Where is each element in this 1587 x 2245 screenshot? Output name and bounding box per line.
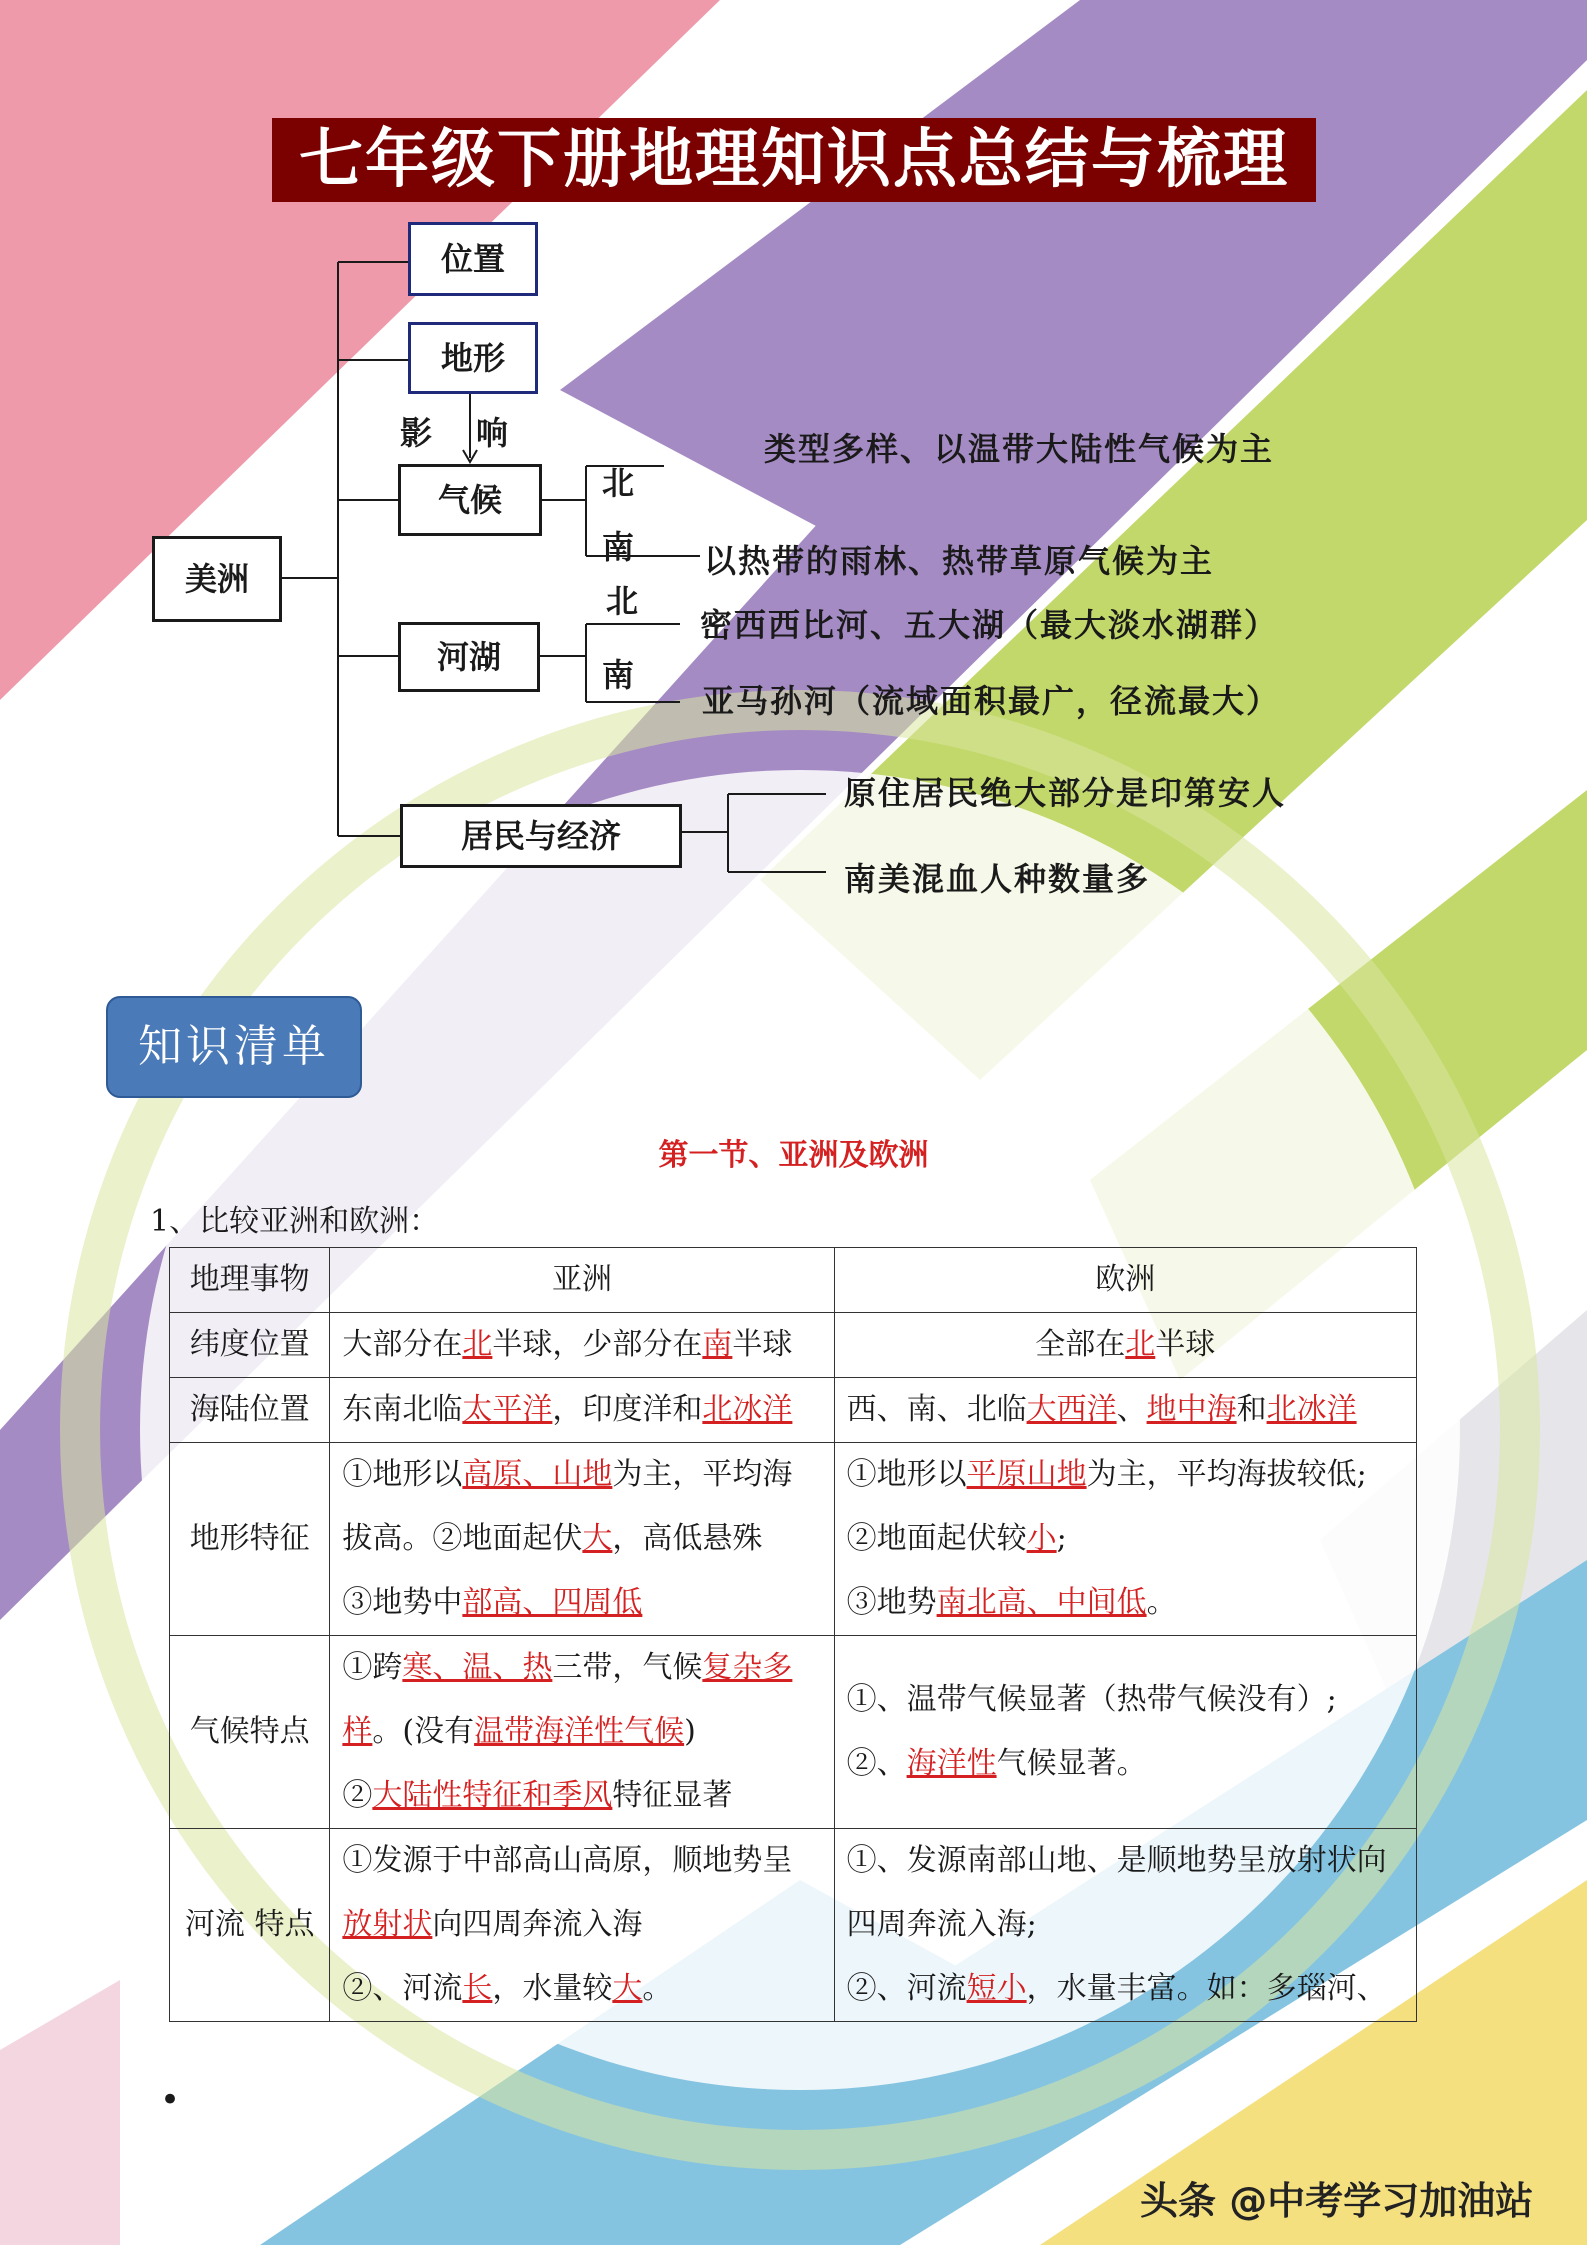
climate-north-text: 类型多样、以温带大陆性气候为主	[764, 430, 1275, 468]
mindmap-node-climate: 气候	[398, 464, 542, 536]
econ-text-1: 原住居民绝大部分是印第安人	[844, 774, 1287, 812]
europe-rivers-cell: ①、发源南部山地、是顺地势呈放射状向四周奔流入海; ②、河流短小，水量丰富。如：多瑙河、	[834, 1829, 1416, 2022]
mindmap-node-terrain: 地形	[408, 322, 538, 394]
row-label: 地形特征	[170, 1443, 330, 1636]
row-label: 气候特点	[170, 1636, 330, 1829]
climate-south-text: 以热带的雨林、热带草原气候为主	[704, 542, 1215, 580]
header-cell: 地理事物	[170, 1248, 330, 1313]
river-south-label: 南	[602, 656, 637, 694]
header-cell: 亚洲	[330, 1248, 834, 1313]
river-north-text: 密西西比河、五大湖（最大淡水湖群）	[700, 606, 1279, 644]
climate-south-label: 南	[602, 528, 637, 566]
europe-sea-land-cell: 西、南、北临大西洋、地中海和北冰洋	[834, 1378, 1416, 1443]
climate-north-label: 北	[602, 464, 637, 502]
mindmap-node-location: 位置	[408, 222, 538, 296]
table-row	[170, 1443, 1417, 1636]
section-title: 第一节、亚洲及欧洲	[658, 1138, 929, 1173]
watermark: 头条 @中考学习加油站	[1140, 2179, 1534, 2223]
river-south-text: 亚马孙河（流域面积最广，径流最大）	[702, 682, 1281, 720]
asia-latitude-cell: 大部分在北半球，少部分在南半球	[330, 1313, 834, 1378]
influence-label-left: 影	[400, 414, 435, 452]
table-row	[170, 1378, 1417, 1443]
asia-climate-cell: ①跨寒、温、热三带，气候复杂多样。(没有温带海洋性气候) ②大陆性特征和季风特征显著	[330, 1636, 834, 1829]
intro-line: 1、比较亚洲和欧洲：	[150, 1204, 440, 1239]
mindmap-root-americas: 美洲	[152, 536, 282, 622]
econ-text-2: 南美混血人种数量多	[844, 860, 1151, 898]
page-title: 七年级下册地理知识点总结与梳理	[272, 118, 1316, 202]
row-label: 海陆位置	[170, 1378, 330, 1443]
comparison-table	[169, 1247, 1417, 2022]
table-row	[170, 1636, 1417, 1829]
europe-latitude-cell: 全部在北半球	[834, 1313, 1416, 1378]
row-label: 纬度位置	[170, 1313, 330, 1378]
table-header-row	[170, 1248, 1417, 1313]
asia-sea-land-cell: 东南北临太平洋，印度洋和北冰洋	[330, 1378, 834, 1443]
bullet-mark: •	[160, 2080, 181, 2120]
asia-terrain-cell: ①地形以高原、山地为主，平均海拔高。②地面起伏大，高低悬殊 ③地势中部高、四周低	[330, 1443, 834, 1636]
header-cell: 欧洲	[834, 1248, 1416, 1313]
mindmap-node-residents-economy: 居民与经济	[400, 804, 682, 868]
river-north-label: 北	[606, 582, 641, 620]
table-row	[170, 1829, 1417, 2022]
table-row	[170, 1313, 1417, 1378]
asia-rivers-cell: ①发源于中部高山高原，顺地势呈放射状向四周奔流入海 ②、河流长，水量较大。	[330, 1829, 834, 2022]
europe-terrain-cell: ①地形以平原山地为主，平均海拔较低; ②地面起伏较小; ③地势南北高、中间低。	[834, 1443, 1416, 1636]
influence-label-right: 响	[476, 414, 511, 452]
knowledge-list-badge: 知识清单	[106, 996, 362, 1098]
mindmap-node-rivers-lakes: 河湖	[398, 622, 540, 692]
mindmap-connectors	[0, 0, 1587, 950]
europe-climate-cell: ①、温带气候显著（热带气候没有）; ②、海洋性气候显著。	[834, 1636, 1416, 1829]
row-label: 河流 特点	[170, 1829, 330, 2022]
